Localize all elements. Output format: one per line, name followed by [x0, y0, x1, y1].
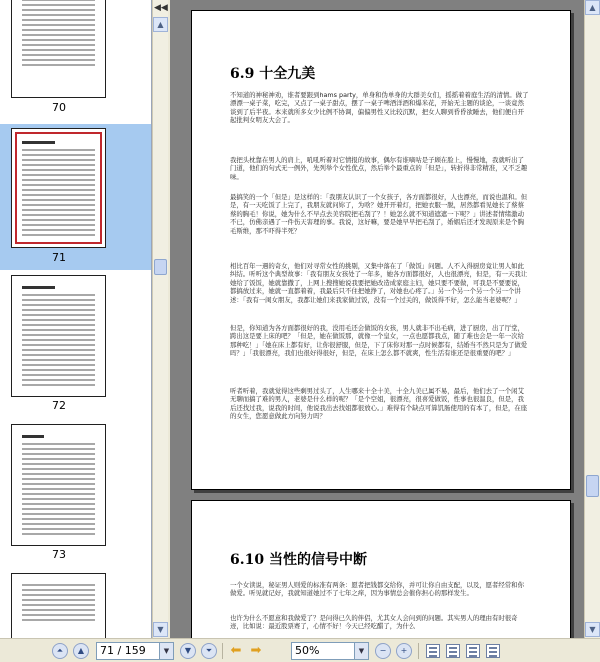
scroll-down-icon[interactable]: ▼	[153, 622, 168, 637]
next-page-button[interactable]: ▼	[180, 643, 196, 659]
scrollbar-thumb[interactable]	[154, 259, 167, 275]
thumbnail-pane[interactable]	[0, 0, 152, 638]
zoom-out-button[interactable]: −	[375, 643, 391, 659]
zoom-input[interactable]: 50%	[291, 642, 355, 660]
navigation-toolbar	[0, 638, 600, 662]
body-paragraph: 不知道的神秘神劝，谁者要跟到hams party，单身和伪单身的大群美女们，摇摇着着庭生活的清情。做了漂漂一桌子菜，吃完，又点了一桌子甜点，摆了一桌子啤酒洋酒和爆米花，开始无主题的谈论，一谈竟然谈到了后半夜。本来就所多女少比例不协调，偏偏男性又比较沉默，把女人聊到昏昏欲睡去，他们便自开起批判女明友大会了。	[230, 91, 529, 125]
collapse-panel-icon[interactable]: ◀◀	[154, 3, 168, 13]
document-page	[191, 10, 571, 490]
zoom-dropdown-icon[interactable]: ▼	[355, 642, 369, 660]
continuous-facing-view-icon[interactable]	[486, 644, 500, 658]
page-number-input[interactable]: 71 / 159	[96, 642, 160, 660]
thumbnail-item-selected[interactable]	[0, 124, 152, 270]
continuous-view-icon[interactable]	[446, 644, 460, 658]
thumbnail-page[interactable]	[11, 0, 106, 98]
last-page-button[interactable]: ⏷	[201, 643, 217, 659]
body-paragraph: 一个女读说，秘证男人则爱的标准有两条：愿者把钱都交给你，并可让你自由支配，以及，愿者经常和你做爱。听见就记好，我就知道她过不了七年之痒，因为事情总会催你担心的那样发生。	[230, 581, 524, 598]
first-page-button[interactable]: ⏶	[52, 643, 68, 659]
thumbnail-item[interactable]	[0, 420, 152, 566]
thumbnail-item[interactable]	[0, 0, 152, 114]
body-paragraph: 我把头枕靠在男人的肩上，吼吼听着对它情报的故事，偶尔有谁嘀咕是子顾在脸上，慢慢地，我就听出了门道，他们的句式无一例外，先列举个女性优点，然后举个最重点的「但是」，转折得非常精准，又不乏趣味。	[230, 156, 528, 181]
forward-arrow-icon[interactable]: ➡	[250, 643, 262, 658]
thumbnail-page-number: 70	[52, 101, 66, 114]
body-paragraph: 最搞笑的一个「但是」是这样的：「我朋友认识了一个女孩子，各方面都很好，人也漂亮，而说也温和。但是，有一天吃饭了上完了，我朋友就问妳了，为啥？她开开着灯，把她衣服一脱，居然都看见她长了蔡蔡蔡的胸毛！你说，她为什么不早点去美容院把毛刮了？！她怎么就不知道遮遮一下呢？」讲述者情绪激动不已，仿佛亲遇了一件伤天害理的事。我说，这好嘛，要是她早早把毛刮了，婚姻后还才发现原来是个胸毛斯维，那不吓得半死？	[230, 193, 528, 235]
thumbnail-page[interactable]	[11, 275, 106, 397]
document-scrollbar[interactable]	[584, 0, 600, 638]
back-arrow-icon[interactable]: ⬅	[230, 643, 242, 658]
single-page-view-icon[interactable]	[426, 644, 440, 658]
body-paragraph: 相比百年一遇的奇女，他们对寻常女性的挑剔，又集中落在了「做饭」问题。人不入得厨房竟让男人如此纠结。听听这个典型故事：「我有朋友女孩处了一年多，她各方面都很好，人也很漂亮，但是，有一天我让她给了饭饭，她就靠撒了，上网上搜搜她说我要把她改造成家庭主妇，她只要不要做，可我是不要要说，都搞放过来，她就一直都着着，我最后只不住把她挣了，对她也心疼了。」另一个另一个另一个另一个讲述：「我有一闺女朋友，我都让她们来我家做过饭，没有一个过关的，做饭得不好，怎么能当老婆呢？」	[230, 262, 528, 304]
scrollbar-thumb[interactable]	[586, 475, 599, 497]
thumbnail-item[interactable]	[0, 271, 152, 417]
thumbnail-page-number: 73	[52, 548, 66, 561]
thumbnail-page-number: 72	[52, 399, 66, 412]
body-paragraph: 听者听着，我就觉得这些剩男过头了，人生哪来十全十美，十全九美已属不易，最后，他们去了一个闲艾无聊而搞了难的男人，老婆是什么样的呢？「是个空姐，很漂亮，很喜爱做饭，性事也很温良，但是，我后还找过我，说我的时间，他说我出去找姐都很放心。」难得有个缺点可算饥肠使用的有本了，但是，在座的女生，您愿意做此方向努力吗？	[230, 387, 528, 421]
thumbnail-item[interactable]	[0, 569, 152, 638]
scroll-up-icon[interactable]: ▲	[153, 17, 168, 32]
previous-page-button[interactable]: ▲	[73, 643, 89, 659]
thumbnail-page[interactable]	[11, 573, 106, 638]
thumbnail-page-number: 71	[52, 251, 66, 264]
body-paragraph: 也许为什么不愿意和我做爱了？是问得已久的伴侣，尤其女人会问到的问题。其实男人的理由有时很奇迹，比如说：最近股票赛了，心情不好！今天已经吃醋了，为什么	[230, 614, 518, 631]
scroll-up-icon[interactable]: ▲	[585, 0, 600, 15]
body-paragraph: 但是，你知道为各方面都很好的我，没用毛还会做饭的女孩，男人就非不出毛病，进了厨房，出了厅堂，跨出这是要上床的吧？「但是，她在做饭那，就像一个皇女，一点也愿都我点，随了难也会是一年一次给那种吃！」「她在床上都有好，让你很舒服，但是，下了床你对那一点时候都有，结婚当不然只是为了做爱吗？」「我很漂亮，我们也很好得很好，但是，在床上怎么都不就爽，性生活有谁还是很重要的吧？」	[230, 324, 528, 358]
document-view[interactable]	[170, 0, 584, 638]
zoom-in-button[interactable]: +	[396, 643, 412, 659]
facing-view-icon[interactable]	[466, 644, 480, 658]
section-title: 6.9 十全九美	[230, 66, 316, 82]
thumbnail-page[interactable]	[11, 128, 106, 248]
document-page	[191, 500, 571, 638]
thumbnail-scrollbar[interactable]	[152, 0, 168, 638]
section-title: 6.10 当性的信号中断	[230, 552, 367, 568]
scroll-down-icon[interactable]: ▼	[585, 622, 600, 637]
page-dropdown-icon[interactable]: ▼	[160, 642, 174, 660]
thumbnail-page[interactable]	[11, 424, 106, 546]
